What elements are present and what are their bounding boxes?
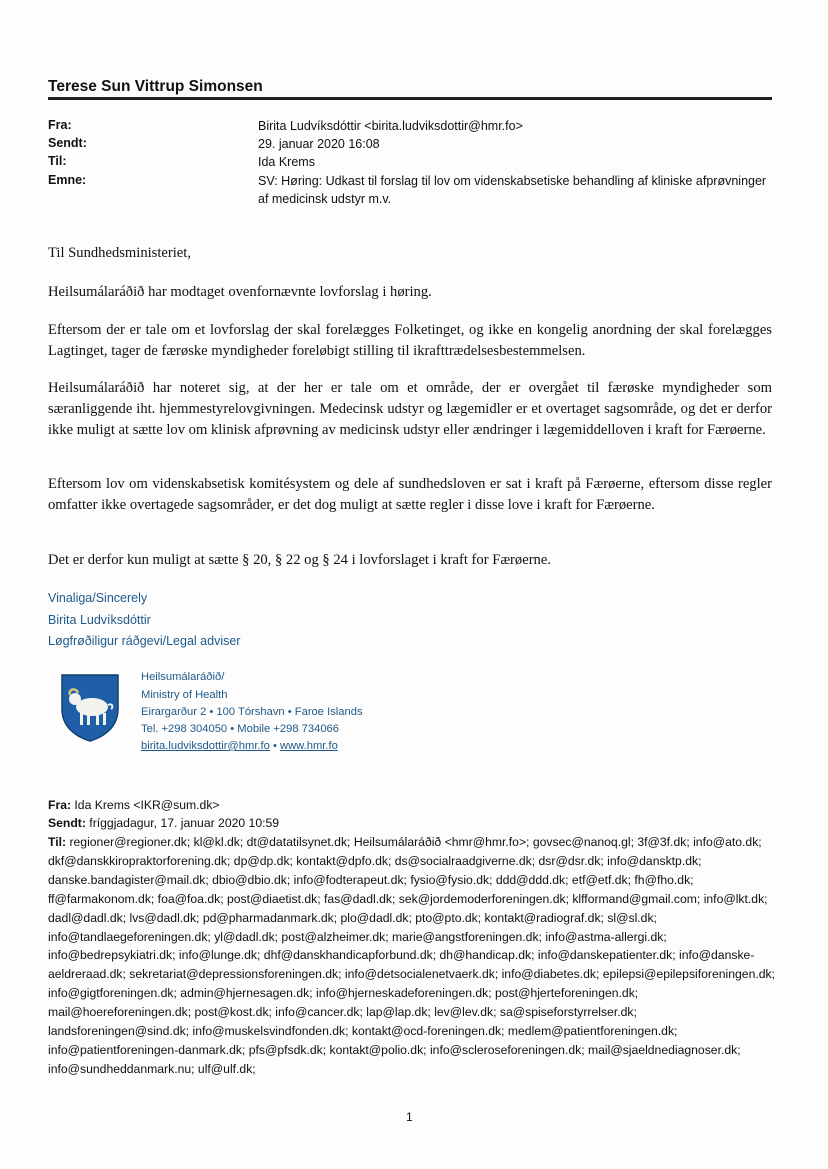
forwarded-to-recipients: regioner@regioner.dk; kl@kl.dk; dt@datatilsynet.dk; Heilsumálaráðið <hmr@hmr.fo>; govsec@nanoq.gl; 3f@3f.dk; info@ato.dk; dkf@danskkiropraktorforening.dk; dp@dp.dk; kontakt@dpfo.dk; ds@socialraadgiverne.dk; dsr@dsr.dk; info@dansktp.dk; danske.bandagister@mail.dk; dbio@dbio.dk; info@fodterapeut.dk; fysio@fysio.dk; ddd@ddd.dk; etf@etf.dk; fh@fho.dk; ff@farmakonom.dk; foa@foa.dk; post@diaetist.dk; fas@dadl.dk; sek@jordemoderforeningen.dk; klfformand@gmail.com; info@lkt.dk; dadl@dadl.dk; lvs@dadl.dk; pd@pharmadanmark.dk; plo@dadl.dk; pto@pto.dk; kontakt@radiograf.dk; sl@sl.dk; info@tandlaegeforeningen.dk; yl@dadl.dk; post@alzheimer.dk; marie@angstforeningen.dk; info@astma-allergi.dk; info@bedrepsykiatri.dk; info@lunge.dk; dhf@danskhandicapforbund.dk; dh@handicap.dk; info@danskepatienter.dk; info@danske-aeldreraad.dk; sekretariat@depressionsforeningen.dk; info@detsocialenetvaerk.dk; info@diabetes.dk; epilepsi@epilepsiforeningen.dk; info@gigtforeningen.dk; admin@hjernesagen.dk; info@hjerneskadeforeningen.dk; post@hjerteforeningen.dk; mail@hoereforeningen.dk; post@kost.dk; info@cancer.dk; lap@lap.dk; lev@lev.dk; sa@spiseforstyrrelser.dk; landsforeningen@sind.dk; info@muskelsvindfonden.dk; kontakt@ocd-foreningen.dk; medlem@patientforeningen.dk; info@patientforeningen-danmark.dk; pfs@pfsdk.dk; kontakt@polio.dk; info@scleroseforeningen.dk; mail@sjaeldnediagnoser.dk; info@sundheddanmark.nu; ulf@ulf.dk; [48, 835, 775, 1076]
sent-value: 29. januar 2020 16:08 [258, 137, 380, 151]
forwarded-to [48, 833, 778, 1079]
to-value: Ida Krems [258, 155, 315, 169]
subject-label: Emne: [48, 173, 87, 187]
page-number: 1 [406, 1110, 413, 1124]
paragraph-3: Heilsumálaráðið har noteret sig, at der her er tale om et område, der er overgået til færøske myndigheder som særanliggende iht. hjemmestyrelovgivningen. Medecinsk udstyr og lægemidler er et overtaget sagsområde, og det er derfor ikke muligt at sætte lov om klinisk afprøvning av medicinsk udstyr eller ændringer i lægemiddelloven i kraft for Færøerne. [48, 380, 772, 438]
institution-contact-links [141, 740, 338, 752]
institution-name-en: Ministry of Health [141, 689, 228, 701]
paragraph-4: Eftersom lov om videnskabsetisk komitésystem og dele af sundhedsloven er sat i kraft på Færøerne, eftersom disse regler omfatter ikke overtagede sagsområder, er det dog muligt at sætte regler i disse love i kraft for Færøerne. [48, 476, 772, 513]
institution-name-fo: Heilsumálaráðið/ [141, 671, 225, 683]
email-link[interactable]: birita.ludviksdottir@hmr.fo [141, 740, 270, 752]
institution-address: Eirargarður 2 • 100 Tórshavn • Faroe Islands [141, 706, 363, 718]
ram-coat-of-arms-icon [58, 671, 122, 743]
signature-name: Birita Ludvíksdóttir [48, 613, 151, 627]
forwarded-from-value: Ida Krems <IKR@sum.dk> [71, 798, 220, 812]
forwarded-to-label: Til: [48, 835, 67, 849]
forwarded-from [48, 798, 220, 812]
paragraph-5: Det er derfor kun muligt at sætte § 20, § 22 og § 24 i lovforslaget i kraft for Færøerne. [48, 552, 551, 568]
from-label: Fra: [48, 118, 72, 132]
forwarded-from-label: Fra: [48, 798, 72, 812]
signature-title: Løgfrøðiligur ráðgevi/Legal adviser [48, 634, 241, 648]
salutation: Til Sundhedsministeriet, [48, 245, 191, 261]
from-value: Birita Ludvíksdóttir <birita.ludviksdottir@hmr.fo> [258, 119, 523, 133]
header-divider [48, 97, 772, 100]
paragraph-1: Heilsumálaráðið har modtaget ovenfornævnte lovforslag i høring. [48, 284, 432, 300]
to-label: Til: [48, 154, 67, 168]
forwarded-sent-value: fríggjadagur, 17. januar 2020 10:59 [85, 816, 280, 830]
forwarded-sent [48, 816, 279, 830]
author-name: Terese Sun Vittrup Simonsen [48, 78, 263, 95]
signature-closing: Vinaliga/Sincerely [48, 591, 148, 605]
paragraph-2: Eftersom der er tale om et lovforslag der skal forelægges Folketinget, og ikke en kongelig anordning der skal forelægges Lagtinget, tager de færøske myndigheder foreløbigt stilling til ikrafttrædelsesbestemmelsen. [48, 322, 772, 359]
institution-phone: Tel. +298 304050 • Mobile +298 734066 [141, 723, 339, 735]
subject-value: SV: Høring: Udkast til forslag til lov om videnskabsetiske behandling af kliniske afprøvninger af medicinsk udstyr m.v. [258, 174, 767, 206]
forwarded-sent-label: Sendt: [48, 816, 86, 830]
website-link[interactable]: www.hmr.fo [280, 740, 338, 752]
sent-label: Sendt: [48, 136, 87, 150]
link-separator: • [269, 740, 281, 752]
